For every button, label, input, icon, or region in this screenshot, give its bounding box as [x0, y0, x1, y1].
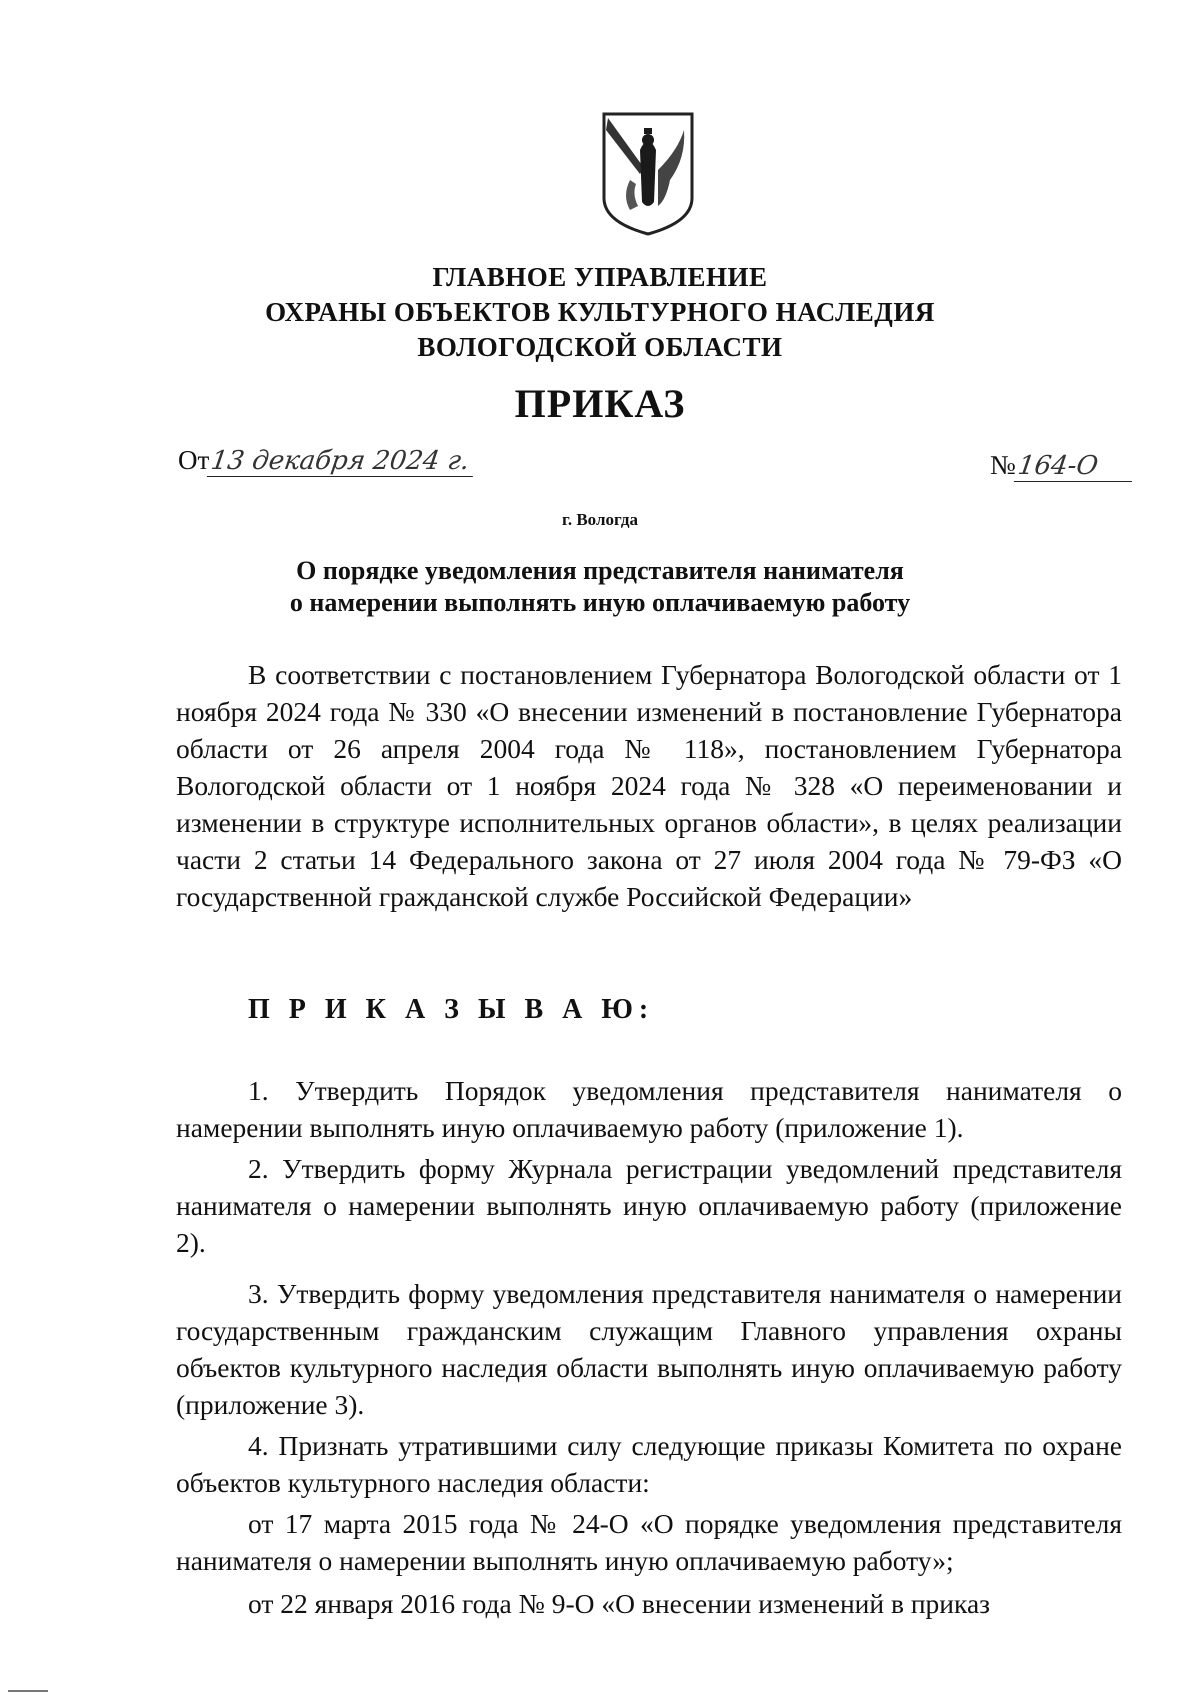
scan-edge-mark — [8, 1690, 48, 1692]
order-number — [990, 450, 1134, 482]
org-line-2: ОХРАНЫ ОБЪЕКТОВ КУЛЬТУРНОГО НАСЛЕДИЯ — [265, 297, 935, 327]
organization-name — [0, 260, 1200, 365]
preamble-paragraph: В соответствии с постановлением Губернатора Вологодской области от 1 ноября 2024 года № 330 «О внесении изменений в постановление Губернатора области от 26 апреля 2004 года № 118», постановлением Губернатора Вологодской области от 1 ноября 2024 года № 328 «О переименовании и изменении в структуре исполнительных органов области», в целях реализации части 2 статьи 14 Федерального закона от 27 июля 2004 года № 79-ФЗ «О государственной гражданской службе Российской Федерации» — [176, 659, 1122, 912]
number-prefix: № — [990, 450, 1016, 480]
order-directive: П Р И К А З Ы В А Ю: — [248, 994, 655, 1025]
item-2: 2. Утвердить форму Журнала регистрации уведомлений представителя нанимателя о намерении выполнять иную оплачиваемую работу (приложение 2). — [176, 1153, 1122, 1258]
org-line-1: ГЛАВНОЕ УПРАВЛЕНИЕ — [432, 262, 768, 292]
order-items — [176, 1072, 1122, 1628]
subject-line-1: О порядке уведомления представителя нанимателя — [296, 556, 904, 585]
item-3: 3. Утвердить форму уведомления представителя нанимателя о намерении государственным гражданским служащим Главного управления охраны объектов культурного наследия области выполнять иную оплачиваемую работу (приложение 3). — [176, 1278, 1122, 1420]
document-type-heading: ПРИКАЗ — [514, 381, 686, 426]
coat-of-arms-icon — [600, 110, 696, 238]
item-1: 1. Утвердить Порядок уведомления представителя нанимателя о намерении выполнять иную оплачиваемую работу (приложение 1). — [176, 1075, 1122, 1143]
handwritten-number: 164-О — [1014, 451, 1136, 482]
order-subject — [0, 555, 1200, 619]
order-date — [178, 445, 475, 477]
handwritten-date: 13 декабря 2024 г. — [207, 446, 477, 477]
repealed-order-2: от 22 января 2016 года № 9-О «О внесении изменений в приказ — [248, 1588, 991, 1619]
item-4: 4. Признать утратившими силу следующие приказы Комитета по охране объектов культурного наследия области: — [176, 1430, 1122, 1498]
preamble — [176, 656, 1122, 915]
city-label: г. Вологда — [562, 510, 638, 529]
date-prefix: От — [178, 445, 210, 475]
org-line-3: ВОЛОГОДСКОЙ ОБЛАСТИ — [417, 332, 783, 362]
subject-line-2: о намерении выполнять иную оплачиваемую работу — [289, 588, 911, 617]
repealed-order-1: от 17 марта 2015 года № 24-О «О порядке уведомления представителя нанимателя о намерении выполнять иную оплачиваемую работу»; — [176, 1508, 1122, 1576]
